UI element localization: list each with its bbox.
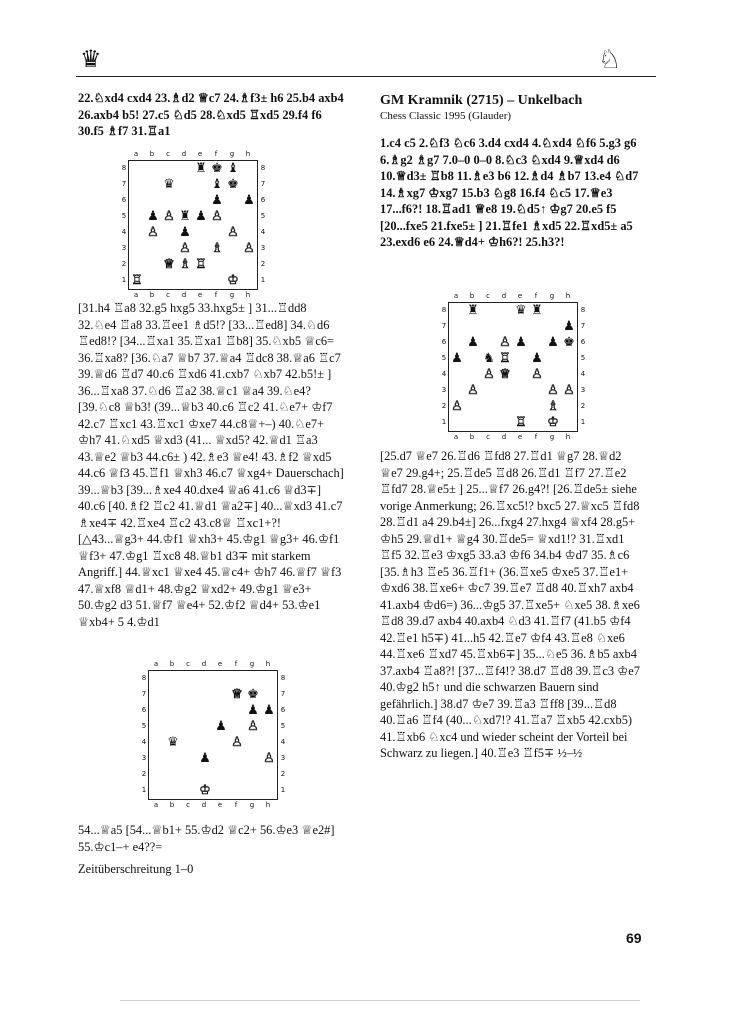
file-label: e — [517, 292, 523, 300]
file-label: c — [486, 433, 490, 441]
file-label: a — [153, 801, 159, 809]
right-bottom-section — [380, 448, 640, 768]
rank-label: 4 — [580, 370, 586, 378]
rank-label: 3 — [580, 386, 586, 394]
chess-piece-b4: ♙ — [147, 225, 159, 240]
file-label: e — [217, 801, 223, 809]
chess-piece-f5: ♟ — [531, 351, 543, 366]
file-label: h — [265, 660, 271, 668]
chess-piece-d4: ♕ — [499, 367, 511, 382]
diagram-1-files-bottom — [128, 291, 256, 299]
rank-label: 5 — [141, 722, 147, 730]
file-label: a — [153, 660, 159, 668]
rank-label: 1 — [280, 786, 286, 794]
footer-rule — [120, 1000, 640, 1001]
chess-piece-d3: ♟ — [199, 751, 211, 766]
file-label: c — [186, 801, 190, 809]
game-title: GM Kramnik (2715) – Unkelbach — [380, 93, 583, 108]
chess-piece-d2: ♗ — [179, 257, 191, 272]
chess-piece-b4: ♛ — [167, 735, 179, 750]
chess-piece-e2: ♖ — [195, 257, 207, 272]
chess-piece-f4: ♙ — [531, 367, 543, 382]
file-label: f — [214, 150, 218, 158]
chess-piece-g1: ♔ — [547, 415, 559, 430]
rank-label: 3 — [280, 754, 286, 762]
chess-piece-e5: ♟ — [195, 209, 207, 224]
file-label: f — [214, 291, 218, 299]
rank-label: 8 — [280, 674, 286, 682]
file-label: e — [197, 150, 203, 158]
rank-label: 2 — [280, 770, 286, 778]
file-label: d — [201, 660, 207, 668]
file-label: d — [201, 801, 207, 809]
chess-piece-d4: ♟ — [179, 225, 191, 240]
chess-piece-d5: ♖ — [499, 351, 511, 366]
file-label: a — [453, 292, 459, 300]
left-middle-paragraph — [78, 300, 348, 636]
rank-label: 7 — [121, 180, 127, 188]
chess-piece-f8: ♚ — [211, 161, 223, 176]
chess-piece-e5: ♟ — [215, 719, 227, 734]
file-label: f — [234, 801, 238, 809]
diagram-1-files-top — [128, 150, 256, 158]
file-label: g — [229, 150, 235, 158]
rank-label: 8 — [441, 306, 447, 314]
left-bottom-paragraph — [78, 822, 348, 884]
chess-piece-f4: ♙ — [231, 735, 243, 750]
left-top-paragraph — [78, 90, 348, 146]
chess-piece-h3: ♙ — [563, 383, 575, 398]
chess-piece-f6: ♟ — [211, 193, 223, 208]
chess-piece-f8: ♜ — [531, 303, 543, 318]
file-label: b — [149, 291, 155, 299]
rank-label: 4 — [121, 228, 127, 236]
chess-piece-c5: ♙ — [163, 209, 175, 224]
rank-label: 3 — [260, 244, 266, 252]
chess-diagram-1 — [120, 150, 280, 310]
moves-22-31: 22.♘xd4 cxd4 23.♗d2 ♕c7 24.♗f3± h6 25.b4 axb4 26.axb4 b5! 27.c5 ♘d5 28.♘xd5 ♖xd5 29.f4 f6 30.f5 ♗f7 31.♖a1 — [78, 91, 344, 138]
rank-label: 3 — [121, 244, 127, 252]
chess-piece-e8: ♛ — [515, 303, 527, 318]
rank-label: 3 — [141, 754, 147, 762]
chess-piece-g6: ♟ — [547, 335, 559, 350]
rank-label: 5 — [280, 722, 286, 730]
chess-piece-g6: ♟ — [247, 703, 259, 718]
chess-piece-a1: ♖ — [131, 273, 143, 288]
chess-piece-h6: ♟ — [263, 703, 275, 718]
file-label: c — [186, 660, 190, 668]
rank-label: 6 — [280, 706, 286, 714]
file-label: g — [249, 660, 255, 668]
file-label: d — [181, 150, 187, 158]
chess-piece-h6: ♟ — [243, 193, 255, 208]
diagram-3-board — [148, 670, 278, 800]
knight-icon: ♘ — [598, 45, 622, 74]
diagram-3-files-top — [148, 660, 276, 668]
file-label: b — [169, 660, 175, 668]
rank-label: 5 — [580, 354, 586, 362]
file-label: h — [265, 801, 271, 809]
chess-diagram-2 — [440, 292, 600, 452]
right-top-section — [380, 92, 640, 257]
rank-label: 1 — [121, 276, 127, 284]
file-label: a — [453, 433, 459, 441]
file-label: b — [469, 433, 475, 441]
chess-piece-g8: ♝ — [227, 161, 239, 176]
analysis-31-54: [31.h4 ♖a8 32.g5 hxg5 33.hxg5± ] 31...♖dd8 32.♘e4 ♖a8 33.♖ee1 ♗d5!? [33...♖ed8] 34.♘d6 ♖ed8!? [34...♖xa1 35.♖xa1 ♖b8] 35.♘xb5 ♕c6= 36.♖xa8? [36.♘a7 ♕b7 37.♕a4 ♖dc8 38.♕a6 ♖c7 39.♕d6 ♖d7 40.c6 ♖xd6 41.cxb7 ♘xb7 42.b5!± ] 36...♖xa8 37.♘d6 ♖a2 38.♕c1 ♕a4 39.♘e4? [39.♘c8 ♕b3! (39...♕b3 40.c6 ♖c2 41.♘e7+ ♔f7 42.c7 ♖xc1 43.♖xc1 ♔xe7 44.c8♕+–) 40.♘e7+ ♔h7 41.♘xd5 ♕xd3 (41... ♕xd5? 42.♕d1 ♖a3 43.♕e2 ♕b3 44.c6± ) 42.♗e3 ♕e4! 43.♗f2 ♕xd5 44.c6 ♕f3 45.♖f1 ♕xh3 46.c7 ♕xg4+ Dauerschach] 39...♕b3 [39...♗xe4 40.dxe4 ♕a6 41.c6 ♕d3∓] 40.c6 [40.♗f2 ♖c2 41.♕d1 ♕a2∓] 40...♕xd3 41.c7 ♗xe4∓ 42.♖xe4 ♖c2 43.c8♕ ♖xc1+?! [△43...♕g3+ 44.♔f1 ♕xh3+ 45.♔g1 ♕g3+ 46.♔f1 ♕f3+ 47.♔g1 ♖xc8 48.♕b1 d3∓ mit starkem Angriff.] 44.♕xc1 ♕xe4 45.♕c4+ ♔h7 46.♕f7 ♕f3 47.♕xf8 ♕d1+ 48.♔g2 ♕xd2+ 49.♔g1 ♕e3+ 50.♔g2 d3 51.♕f7 ♕e4+ 52.♔f2 ♕d4+ 53.♔e1 ♕xb4+ 5 4.♔d1 — [78, 301, 344, 629]
rank-label: 7 — [141, 690, 147, 698]
file-label: h — [245, 291, 251, 299]
file-label: f — [534, 292, 538, 300]
chess-piece-g7: ♚ — [247, 687, 259, 702]
game-subtitle: Chess Classic 1995 (Glauder) — [380, 110, 512, 122]
rank-label: 1 — [441, 418, 447, 426]
file-label: d — [501, 292, 507, 300]
rank-label: 3 — [441, 386, 447, 394]
rank-label: 6 — [121, 196, 127, 204]
analysis-25-40: [25.d7 ♕e7 26.♖d6 ♖fd8 27.♖d1 ♕g7 28.♕d2 ♕e7 29.g4+; 25.♖de5 ♖d8 26.♖d1 ♖f7 27.♖e2 ♖fd7 28.♕e5± ] 25...♕f7 26.g4?! [26.♖de5± siehe vorige Anmerkung; 26.♖xc5!? bxc5 27.♕xc5 ♖fd8 28.♖d1 a4 29.b4±] 26...fxg4 27.hxg4 ♕xf4 28.g5+ ♔h5 29.♕d1+ ♕g4 30.♖de5= ♕xd1!? 31.♖xd1 ♖f5 32.♖e3 ♔xg5 33.a3 ♔f6 34.b4 ♔d7 35.♗c6 [35.♗h3 ♖e5 36.♖f1+ (36.♖xe5 ♔xe5 37.♖e1+ ♔xd6 38.♖xe6+ ♔c7 39.♖e7 ♖d8 40.♖xh7 axb4 41.axb4 ♔d6=) 36...♔g5 37.♖xe5+ ♘xe5 38.♗xe6 ♖d8 39.d7 axb4 40.axb4 ♘d3 41.♖f7 (41.b5 ♔f4 42.♖e1 h5∓) 41...h5 42.♖e7 ♔f4 43.♖e8 ♘xe6 44.♖xe6 ♖xd7 45.♖xb6∓] 35...♘e5 36.♗b5 axb4 37.axb4 ♖a8?! [37...♖f4!? 38.d7 ♖d8 39.♖c3 ♔e7 40.♔g2 h5↑ und die schwarzen Bauern sind gefährlich.] 38.d7 ♔e7 39.♖a3 ♖ff8 [39...♖d8 40.♖a6 ♖f4 (40...♘xd7!? 41.♖a7 ♖xb5 42.cxb5) 41.♖xb6 ♘xc4 und wieder scheint der Vorteil bei Schwarz zu liegen.] 40.♖e3 ♖f5∓ ½–½ — [380, 449, 640, 760]
chess-diagram-3 — [140, 660, 300, 820]
chess-piece-c2: ♕ — [163, 257, 175, 272]
chess-piece-a5: ♟ — [451, 351, 463, 366]
chess-piece-f3: ♗ — [211, 241, 223, 256]
rank-label: 7 — [280, 690, 286, 698]
rank-label: 6 — [260, 196, 266, 204]
file-label: g — [229, 291, 235, 299]
rank-label: 2 — [580, 402, 586, 410]
result-line: Zeitüberschreitung 1–0 — [78, 862, 194, 876]
moves-54-55: 54...♕a5 [54...♕b1+ 55.♔d2 ♕c2+ 56.♔e3 ♕e2#] 55.♔c1–+ e4??= — [78, 823, 335, 854]
chess-piece-d5: ♜ — [179, 209, 191, 224]
diagram-2-files-top — [448, 292, 576, 300]
chess-piece-c4: ♙ — [483, 367, 495, 382]
chess-piece-e8: ♜ — [195, 161, 207, 176]
file-label: c — [166, 291, 170, 299]
rank-label: 4 — [280, 738, 286, 746]
file-label: b — [469, 292, 475, 300]
rank-label: 8 — [260, 164, 266, 172]
chess-piece-a2: ♙ — [451, 399, 463, 414]
chess-piece-f7: ♕ — [231, 687, 243, 702]
chess-piece-f7: ♝ — [211, 177, 223, 192]
chess-piece-g4: ♙ — [227, 225, 239, 240]
moves-1-25: 1.c4 c5 2.♘f3 ♘c6 3.d4 cxd4 4.♘xd4 ♘f6 5.g3 g6 6.♗g2 ♗g7 7.0–0 0–0 8.♘c3 ♘xd4 9.♕xd4 d6 10.♕d3± ♖b8 11.♗e3 b6 12.♗d4 ♗b7 13.e4 ♘d7 14.♗xg7 ♔xg7 15.b3 ♘g8 16.f4 ♘c5 17.♕e3 17...f6?! 18.♖ad1 ♕e8 19.♘d5↑ ♔g7 20.e5 f5 [20...fxe5 21.fxe5± ] 21.♖fe1 ♗xd5 22.♖xd5± a5 23.exd6 e6 24.♕d4+ ♔h6?! 25.h3?! — [380, 136, 639, 249]
chess-piece-g5: ♙ — [247, 719, 259, 734]
page-number: 69 — [626, 930, 642, 946]
chess-piece-c7: ♛ — [163, 177, 175, 192]
rank-label: 5 — [121, 212, 127, 220]
file-label: h — [565, 433, 571, 441]
file-label: d — [181, 291, 187, 299]
rank-label: 4 — [260, 228, 266, 236]
chess-piece-e6: ♟ — [515, 335, 527, 350]
rank-label: 5 — [441, 354, 447, 362]
chess-piece-g1: ♔ — [227, 273, 239, 288]
rank-label: 4 — [141, 738, 147, 746]
chess-piece-b8: ♜ — [467, 303, 479, 318]
header-rule — [76, 76, 656, 77]
file-label: b — [149, 150, 155, 158]
rank-label: 8 — [141, 674, 147, 682]
file-label: b — [169, 801, 175, 809]
diagram-2-files-bottom — [448, 433, 576, 441]
rank-label: 1 — [260, 276, 266, 284]
chess-piece-h3: ♙ — [243, 241, 255, 256]
rank-label: 7 — [580, 322, 586, 330]
diagram-1-board — [128, 160, 258, 290]
rank-label: 2 — [121, 260, 127, 268]
rank-label: 6 — [141, 706, 147, 714]
rank-label: 8 — [580, 306, 586, 314]
rank-label: 5 — [260, 212, 266, 220]
file-label: a — [133, 150, 139, 158]
chess-piece-f5: ♙ — [211, 209, 223, 224]
chess-piece-e1: ♖ — [515, 415, 527, 430]
chess-piece-b3: ♙ — [467, 383, 479, 398]
chess-piece-g2: ♗ — [547, 399, 559, 414]
chess-piece-b6: ♟ — [467, 335, 479, 350]
chess-piece-h6: ♚ — [563, 335, 575, 350]
rank-label: 6 — [580, 338, 586, 346]
diagram-2-board — [448, 302, 578, 432]
chess-piece-c5: ♞ — [483, 351, 495, 366]
rank-label: 2 — [141, 770, 147, 778]
diagram-3-files-bottom — [148, 801, 276, 809]
file-label: h — [565, 292, 571, 300]
chess-piece-g7: ♚ — [227, 177, 239, 192]
rank-label: 2 — [260, 260, 266, 268]
file-label: f — [234, 660, 238, 668]
file-label: d — [501, 433, 507, 441]
file-label: g — [549, 433, 555, 441]
rank-label: 1 — [580, 418, 586, 426]
chess-piece-d1: ♔ — [199, 783, 211, 798]
file-label: c — [486, 292, 490, 300]
file-label: g — [549, 292, 555, 300]
rank-label: 1 — [141, 786, 147, 794]
chess-piece-b5: ♟ — [147, 209, 159, 224]
file-label: a — [133, 291, 139, 299]
queen-icon: ♛ — [80, 47, 102, 73]
file-label: g — [249, 801, 255, 809]
file-label: c — [166, 150, 170, 158]
chess-piece-g3: ♙ — [547, 383, 559, 398]
file-label: e — [517, 433, 523, 441]
rank-label: 6 — [441, 338, 447, 346]
rank-label: 8 — [121, 164, 127, 172]
chess-piece-d3: ♙ — [179, 241, 191, 256]
file-label: e — [197, 291, 203, 299]
file-label: h — [245, 150, 251, 158]
chess-piece-d6: ♙ — [499, 335, 511, 350]
rank-label: 7 — [441, 322, 447, 330]
chess-piece-h7: ♟ — [563, 319, 575, 334]
rank-label: 4 — [441, 370, 447, 378]
file-label: f — [534, 433, 538, 441]
rank-label: 2 — [441, 402, 447, 410]
rank-label: 7 — [260, 180, 266, 188]
file-label: e — [217, 660, 223, 668]
chess-piece-h3: ♙ — [263, 751, 275, 766]
